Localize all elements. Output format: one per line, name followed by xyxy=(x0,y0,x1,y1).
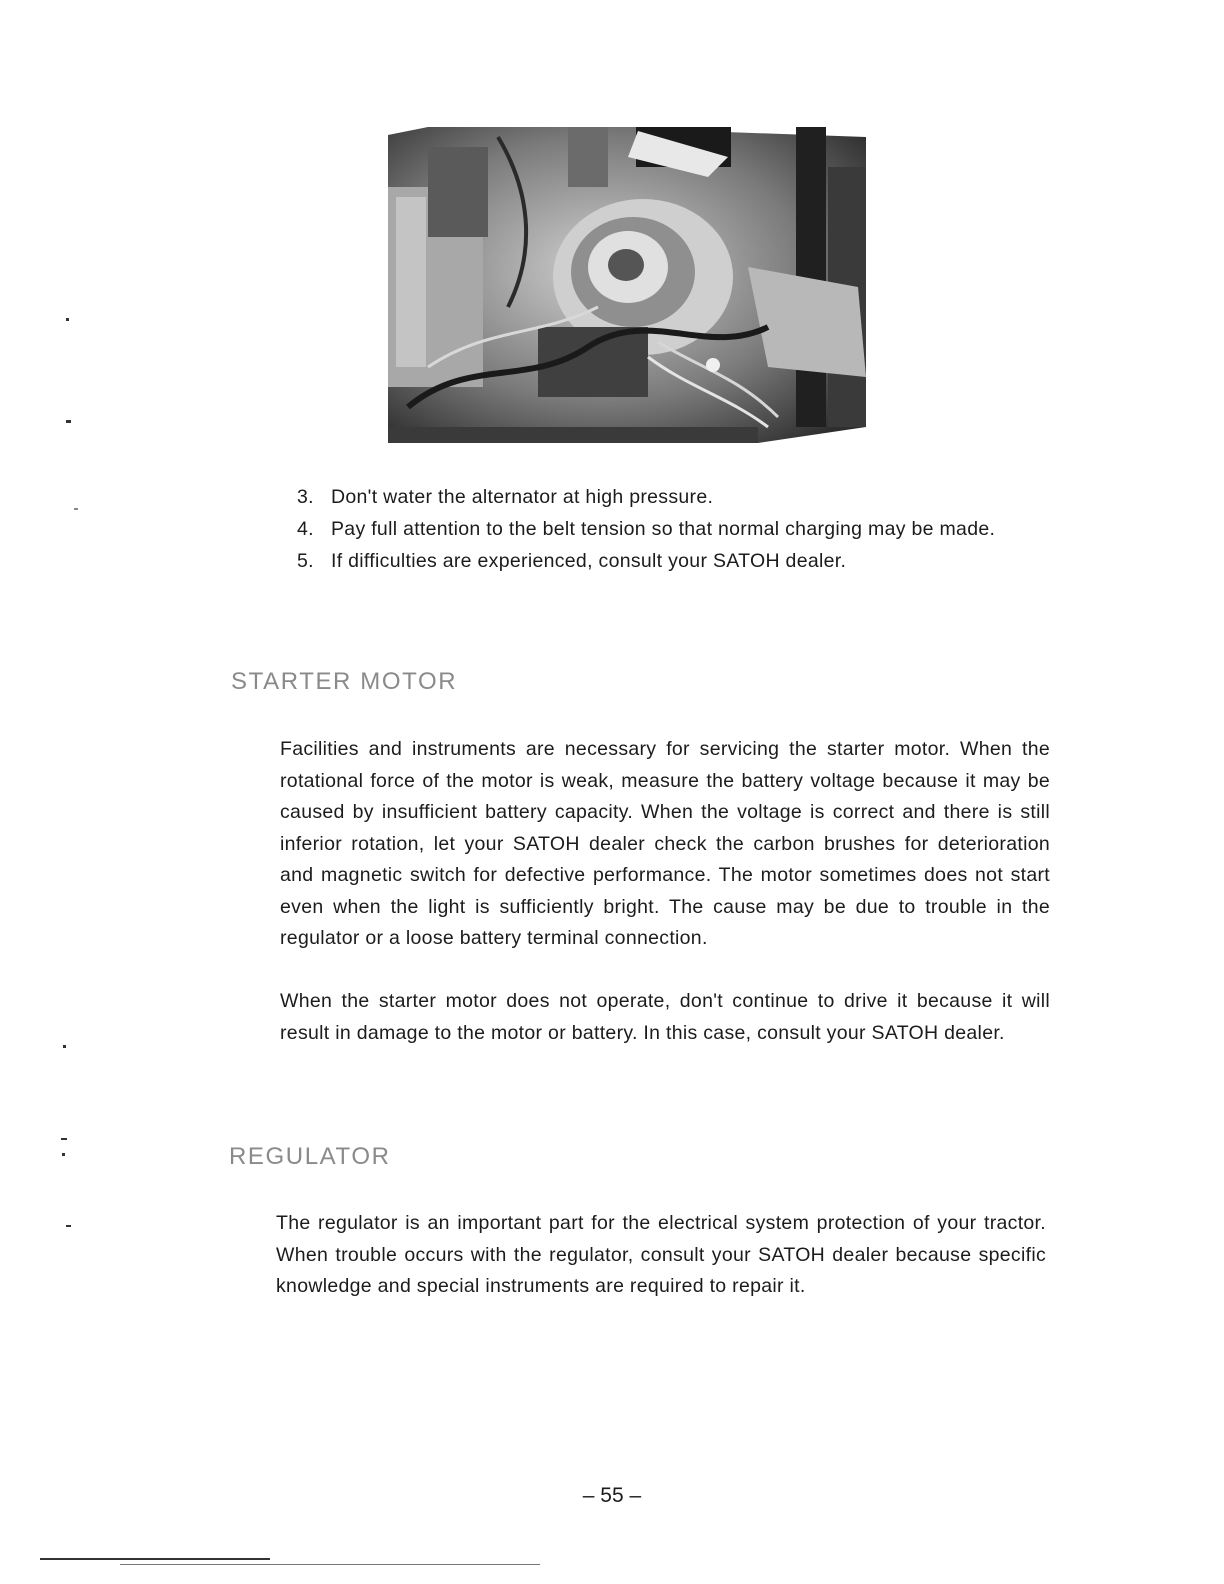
regulator-paragraph: The regulator is an important part for the electrical system protection of your tractor. When trouble occurs with the regulator, consult your SATOH dealer because specific knowledge and special instruments are required to repair it. xyxy=(276,1212,1046,1297)
list-item-number: 3. xyxy=(297,486,314,508)
scan-speck xyxy=(66,420,71,423)
scan-speck xyxy=(66,318,69,321)
scan-rule xyxy=(120,1564,540,1565)
tips-list xyxy=(297,481,1067,577)
starter-motor-paragraph-1: Facilities and instruments are necessary for servicing the starter motor. When the rotational force of the motor is weak, measure the battery voltage because it may be caused by insufficient battery capacity. When the voltage is correct and there is still inferior rotation, let your SATOH dealer check the carbon brushes for deterioration and magnetic switch for defective performance. The motor sometimes does not start even when the light is sufficiently bright. The cause may be due to trouble in the regulator or a loose battery terminal connection. xyxy=(280,738,1050,949)
list-item xyxy=(297,513,1067,545)
list-item xyxy=(297,545,1067,577)
list-item-text: Pay full attention to the belt tension so that normal charging may be made. xyxy=(331,518,996,540)
scan-speck xyxy=(63,1045,66,1048)
scan-speck xyxy=(61,1138,67,1140)
list-item-text: If difficulties are experienced, consult your SATOH dealer. xyxy=(331,550,847,572)
scan-speck xyxy=(62,1153,65,1156)
starter-motor-paragraph-2: When the starter motor does not operate, don't continue to drive it because it will result in damage to the motor or battery. In this case, consult your SATOH dealer. xyxy=(280,990,1050,1044)
scan-rule xyxy=(40,1558,270,1560)
regulator-heading: REGULATOR xyxy=(229,1143,391,1170)
scan-speck xyxy=(74,508,78,510)
alternator-photo xyxy=(388,127,866,443)
scan-speck xyxy=(66,1225,71,1227)
starter-motor-heading: STARTER MOTOR xyxy=(231,668,458,695)
list-item-text: Don't water the alternator at high pressure. xyxy=(331,486,714,508)
list-item-number: 5. xyxy=(297,550,314,572)
list-item xyxy=(297,481,1067,513)
page-number: – 55 – xyxy=(582,1484,642,1507)
list-item-number: 4. xyxy=(297,518,314,540)
